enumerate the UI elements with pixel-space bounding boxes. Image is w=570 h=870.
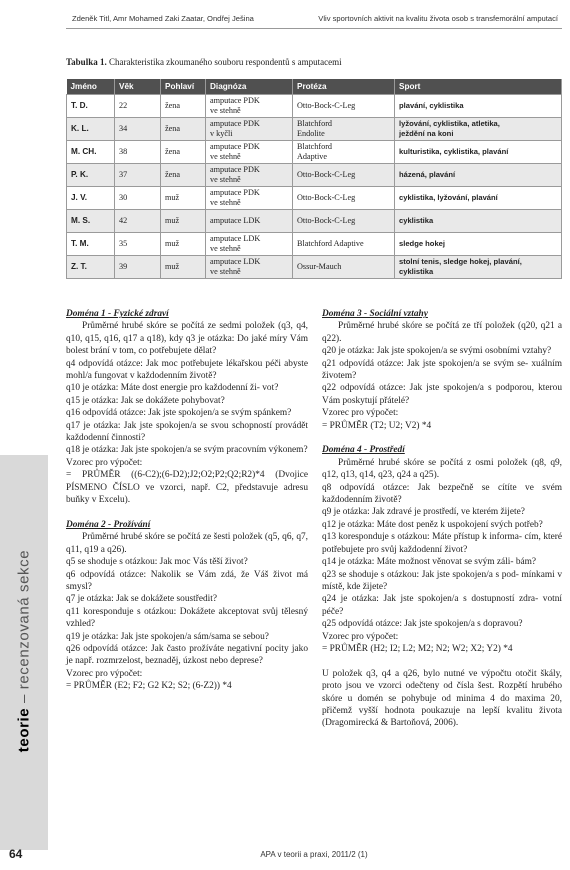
text-line: q7 je otázka: Jak se dokážete soustředit? (66, 594, 218, 605)
column-header: Sport (395, 79, 562, 95)
left-column (66, 308, 308, 693)
cell-line: stolní tenis, sledge hokej, plavání, (399, 257, 522, 266)
right-column (322, 308, 562, 730)
table-cell: M. S. (67, 210, 115, 233)
cell-line: házená, plavání (399, 170, 456, 179)
cell-line: cyklistika, lyžování, plavání (399, 193, 498, 202)
text-line: = PRŮMĚR (H2; I2; L2; M2; N2; W2; X2; Y2) *4 (322, 643, 513, 654)
table-cell: 30 (115, 187, 161, 210)
text-line: q13 koresponduje s otázkou: Máte přístup k informa- (322, 532, 523, 543)
text-line: = PRŮMĚR (E2; F2; G2 K2; S2; (6-Z2)) *4 (66, 681, 232, 692)
text-line: xuálním životem? (322, 358, 562, 382)
table-cell: 39 (115, 256, 161, 279)
body-paragraph (66, 556, 308, 568)
table-cell: muž (161, 210, 206, 233)
cell-line: amputace LDK (210, 216, 261, 225)
text-line: Bartoňová, 2006). (390, 718, 459, 729)
table-header-row (67, 79, 562, 95)
table-cell (293, 210, 395, 233)
text-line: q16 odpovídá otázce: Jak jste spokojen/a se svým (66, 408, 252, 419)
text-line: provádět každodenní činnosti? (66, 420, 308, 444)
body-paragraph (66, 407, 308, 419)
body-paragraph (322, 618, 562, 630)
cell-line: ve stehně (210, 175, 241, 184)
table-caption-text: Charakteristika zkoumaného souboru respondentů s amputacemi (108, 57, 342, 67)
text-line: q20 je otázka: Jak jste spokojen/a se svými osobními (322, 346, 520, 357)
table-row (67, 233, 562, 256)
column-header: Jméno (67, 79, 115, 95)
body-paragraph (66, 382, 308, 394)
body-paragraph (66, 469, 308, 506)
table-cell (395, 141, 562, 164)
body-paragraph (322, 643, 562, 655)
respondents-table (66, 79, 562, 279)
table-cell: P. K. (67, 164, 115, 187)
body-paragraph (66, 593, 308, 605)
text-line: Vzorec pro výpočet: (66, 668, 143, 679)
cell-line: Otto-Bock-C-Leg (297, 170, 356, 179)
cell-line: Otto-Bock-C-Leg (297, 216, 356, 225)
text-line: q9 je otázka: Jak zdravé je prostředí, ve kterém žijete? (322, 507, 525, 518)
text-line: = PRŮMĚR (T2; U2; V2) *4 (322, 420, 432, 431)
column-header: Pohlaví (161, 79, 206, 95)
text-line: q18 je otázka: Jak jste spokojen/a se svým pracovním (66, 445, 267, 456)
table-row (67, 164, 562, 187)
text-line: (q3, q4, q10, q15, q16, q17 a q18), kdy q3 je otázka: (66, 321, 308, 344)
section-label (16, 550, 33, 752)
body-paragraph (66, 668, 308, 680)
column-header: Diagnóza (206, 79, 293, 95)
body-paragraph (322, 506, 562, 518)
text-line: (Dvojice PÍSMENO ČÍSLO ve vzorci, např. C2, (66, 470, 308, 493)
table-cell: žena (161, 118, 206, 141)
text-line: Do jaké míry Vám bolest brání v tom, co potřebujete (66, 333, 308, 357)
text-line: (q8, q9, q12, q13, q14, q23, q24 a q25). (322, 457, 563, 481)
body-paragraph (322, 556, 562, 568)
text-line: výkonem? (268, 445, 308, 456)
table-row (67, 256, 562, 279)
table-row (67, 187, 562, 210)
text-line: péči abyste mohl/a fungovat v každodenním životě? (66, 358, 308, 382)
body-paragraph (322, 407, 562, 419)
text-line: šest. Rozpětí hrubého skóre u domén se pohybuje (322, 681, 563, 704)
text-line: q11 koresponduje s otázkou: Dokážete akceptovat (66, 606, 259, 617)
text-line: U položek q3, q4 a q26, bylo nutné ve výpočtu (322, 668, 512, 679)
body-paragraph (66, 606, 308, 631)
table-cell (206, 233, 293, 256)
text-line: q8 odpovídá otázce: Jak bezpečně se cítíte ve svém (322, 482, 562, 493)
table-cell: K. L. (67, 118, 115, 141)
cell-line: amputace PDK (210, 165, 260, 174)
text-line: potřeb? (514, 519, 543, 530)
body-paragraph (66, 631, 308, 643)
cell-line: Adaptive (297, 152, 328, 161)
text-line: q5 se shoduje s otázkou: Jak moc Vás těší život? (66, 557, 248, 568)
body-paragraph (322, 531, 562, 556)
text-line: svůj tělesný vzhled? (66, 606, 308, 630)
cell-line: Blatchford Adaptive (297, 239, 364, 248)
body-paragraph (66, 358, 308, 383)
text-line: představuje adresu buňky v Excelu). (66, 482, 309, 506)
text-line: Vzorec pro výpočet: (322, 408, 399, 419)
table-cell: T. D. (67, 95, 115, 118)
paragraph-gap (322, 432, 562, 444)
cell-line: amputace LDK (210, 257, 261, 266)
cell-line: ve stehně (210, 267, 241, 276)
table-cell (206, 256, 293, 279)
body-paragraph (322, 345, 562, 357)
body-paragraph (322, 420, 562, 432)
domain-heading: Doména 2 - Prožívání (66, 519, 151, 530)
domain-heading: Doména 1 - Fyzické zdraví (66, 309, 169, 319)
table-cell (293, 95, 395, 118)
header-authors: Zdeněk Titl, Amr Mohamed Zaki Zaatar, Ondřej Ješina (72, 14, 254, 23)
text-line: mínkami v místě, kde žijete? (322, 569, 562, 592)
journal-footer: APA v teorii a praxi, 2011/2 (1) (260, 850, 368, 859)
cell-line: kulturistika, cyklistika, plavání (399, 147, 509, 156)
text-line: Průměrné hrubé skóre se počítá z osmi položek (338, 457, 528, 468)
body-paragraph (66, 395, 308, 407)
text-line: otočit škály, proto jsou ve vzorci odečteny od čísla (322, 668, 562, 692)
table-cell: Z. T. (67, 256, 115, 279)
cell-line: amputace PDK (210, 188, 260, 197)
body-paragraph (322, 668, 562, 730)
table-cell: 42 (115, 210, 161, 233)
cell-line: amputace LDK (210, 234, 261, 243)
table-cell: žena (161, 141, 206, 164)
table-cell: 35 (115, 233, 161, 256)
body-paragraph (322, 320, 562, 345)
body-paragraph (322, 569, 562, 594)
table-cell: žena (161, 164, 206, 187)
section-label-bold: teorie (15, 707, 33, 753)
text-line: nebo deprese? (209, 656, 263, 667)
cell-line: Blatchford (297, 119, 333, 128)
table-cell: 38 (115, 141, 161, 164)
text-line: kterou Vám poskytují přátelé? (322, 383, 562, 406)
body-paragraph (66, 531, 308, 556)
table-cell: 34 (115, 118, 161, 141)
text-line: q25 odpovídá otázce: Jak jste spokojen/a s dopravou? (322, 619, 523, 630)
cell-line: lyžování, cyklistika, atletika, (399, 119, 500, 128)
cell-line: Otto-Bock-C-Leg (297, 101, 356, 110)
body-paragraph (322, 382, 562, 407)
text-line: každodenním životě? (322, 495, 402, 506)
table-cell: 22 (115, 95, 161, 118)
cell-line: amputace PDK (210, 119, 260, 128)
table-cell (206, 187, 293, 210)
body-paragraph (66, 569, 308, 594)
table-caption-label: Tabulka 1. (66, 57, 107, 67)
table-cell: 37 (115, 164, 161, 187)
text-line: od minima 4 do maxima 20, přičemž vyšší hodnota (322, 693, 562, 716)
body-paragraph (66, 320, 308, 357)
body-paragraph (66, 457, 308, 469)
table-cell (293, 164, 395, 187)
cell-line: Endolite (297, 129, 325, 138)
cell-line: ve stehně (210, 152, 241, 161)
table-cell (206, 141, 293, 164)
body-paragraph (66, 680, 308, 692)
body-paragraph (66, 643, 308, 668)
column-header: Protéza (293, 79, 395, 95)
table-cell (293, 118, 395, 141)
table-cell (206, 210, 293, 233)
text-line: votní péče? (322, 594, 562, 617)
cell-line: cyklistika (399, 267, 434, 276)
body-paragraph (322, 631, 562, 643)
table-cell (293, 141, 395, 164)
text-line: Vzorec pro výpočet: (322, 631, 399, 642)
table-body (67, 95, 562, 279)
header-title: Vliv sportovních aktivit na kvalitu života osob s transfemorální amputací (318, 14, 558, 23)
table-cell: T. M. (67, 233, 115, 256)
header-rule (66, 28, 562, 29)
table-caption (66, 57, 342, 67)
body-paragraph (322, 519, 562, 531)
table-cell (293, 187, 395, 210)
cell-line: plavání, cyklistika (399, 101, 464, 110)
table-row (67, 210, 562, 233)
table-cell (293, 256, 395, 279)
cell-line: Otto-Bock-C-Leg (297, 193, 356, 202)
text-line: dělat? (193, 346, 217, 357)
cell-line: v kyčli (210, 129, 233, 138)
text-line: q23 se shoduje s otázkou: Jak jste spokojen/a s pod- (322, 569, 519, 580)
body-paragraph (66, 420, 308, 445)
table-cell (395, 233, 562, 256)
table-cell (395, 256, 562, 279)
table-cell (395, 187, 562, 210)
cell-line: ve stehně (210, 198, 241, 207)
text-line: Průměrné hrubé skóre se počítá ze sedmi položek (82, 321, 275, 332)
text-line: q24 je otázka: Jak jste spokojen/a s dostupností zdra- (322, 594, 539, 605)
text-line: q17 je otázka: Jak jste spokojen/a se svou schopností (66, 420, 272, 431)
text-line: q19 je otázka: Jak jste spokojen/a sám/sama se sebou? (66, 631, 269, 642)
table-cell (395, 118, 562, 141)
text-line: (q5, q6, q7, q11, q19 a q26). (66, 532, 309, 555)
body-paragraph (66, 444, 308, 456)
text-line: pocity jako je např. rozmrzelost, beznaděj, úzkost (66, 643, 308, 667)
text-line: vztahy? (522, 346, 552, 357)
table-cell: M. CH. (67, 141, 115, 164)
body-paragraph (322, 593, 562, 618)
domain-heading: Doména 3 - Sociální vztahy (322, 309, 428, 319)
body-paragraph (322, 457, 562, 482)
table-cell (395, 95, 562, 118)
column-header: Věk (115, 79, 161, 95)
cell-line: ve stehně (210, 106, 241, 115)
table-cell: muž (161, 187, 206, 210)
text-line: spánkem? (253, 408, 292, 419)
table-cell (206, 164, 293, 187)
cell-line: amputace PDK (210, 96, 260, 105)
text-line: = PRŮMĚR ((6-C2);(6-D2);J2;O2;P2;Q2;R2)*4 (66, 470, 265, 481)
text-line: Průměrné hrubé skóre se počítá ze tří položek (338, 321, 515, 332)
table-cell: muž (161, 233, 206, 256)
cell-line: ve stehně (210, 244, 241, 253)
table-cell (293, 233, 395, 256)
text-line: má smysl? (66, 569, 308, 592)
body-paragraph (322, 358, 562, 383)
text-line: q10 je otázka: Máte dost energie pro každodenní ži- (66, 383, 260, 394)
cell-line: amputace PDK (210, 142, 260, 151)
cell-line: ježdění na koni (399, 129, 454, 138)
text-line: q6 odpovídá otázce: Nakolik se Vám zdá, že Váš život (66, 569, 292, 580)
text-line: cím, které potřebujete pro svůj každodenní život? (322, 532, 562, 555)
text-line: q4 odpovídá otázce: Jak moc potřebujete lékařskou (66, 358, 263, 369)
body-paragraph (322, 482, 562, 507)
paragraph-gap (66, 507, 308, 519)
section-label-rest: – recenzovaná sekce (15, 549, 33, 703)
table-cell: J. V. (67, 187, 115, 210)
cell-line: Blatchford (297, 142, 333, 151)
text-line: vot? (262, 383, 279, 394)
table-cell (395, 210, 562, 233)
table-row (67, 118, 562, 141)
cell-line: cyklistika (399, 216, 434, 225)
text-line: Průměrné hrubé skóre se počítá ze šesti položek (82, 532, 263, 543)
text-line: q26 odpovídá otázce: Jak často prožíváte negativní (66, 643, 263, 654)
domain-heading: Doména 4 - Prostředí (322, 445, 405, 456)
page-number: 64 (9, 847, 23, 861)
table-cell (206, 95, 293, 118)
table-cell: muž (161, 256, 206, 279)
text-line: q22 odpovídá otázce: Jak jste spokojen/a s podporou, (322, 383, 534, 394)
cell-line: Ossur-Mauch (297, 262, 342, 271)
text-line: q12 je otázka: Máte dost peněz k uspokojení svých (322, 519, 513, 530)
paragraph-gap (322, 655, 562, 667)
text-line: q14 je otázka: Máte možnost věnovat se svým záli- (322, 557, 514, 568)
text-line: (q20, q21 a q22). (322, 321, 562, 344)
text-line: q15 je otázka: Jak se dokážete pohybovat? (66, 395, 225, 406)
text-line: bám? (515, 557, 537, 568)
text-line: q21 odpovídá otázce: Jak jste spokojen/a se svým se- (322, 358, 529, 369)
table-row (67, 141, 562, 164)
table-row (67, 95, 562, 118)
text-line: Vzorec pro výpočet: (66, 457, 143, 468)
table-cell: žena (161, 95, 206, 118)
cell-line: sledge hokej (399, 239, 446, 248)
table-cell (206, 118, 293, 141)
text-line: poukazuje na lepší kvalitu života (Dragomirecká & (322, 705, 562, 729)
table-cell (395, 164, 562, 187)
